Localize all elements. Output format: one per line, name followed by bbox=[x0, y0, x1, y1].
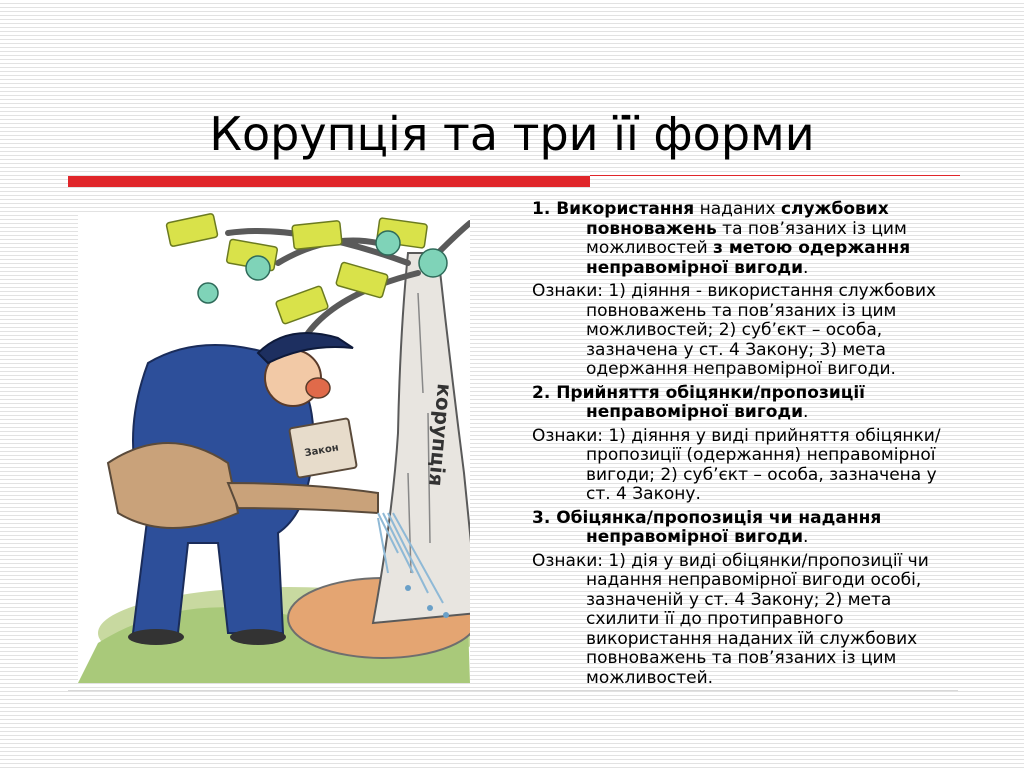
form-1-number: 1. bbox=[532, 199, 557, 219]
form-1-text-3: . bbox=[803, 257, 809, 278]
slide-content bbox=[532, 200, 962, 692]
form-2-bold: 2. Прийняття обіцянки/пропозиції неправомірної вигоди bbox=[532, 382, 865, 422]
form-3-text: . bbox=[803, 527, 809, 547]
form-2 bbox=[532, 384, 962, 423]
form-1-bold-1: Використання bbox=[556, 199, 695, 219]
form-3 bbox=[532, 509, 962, 548]
title-underline-thin bbox=[590, 175, 960, 176]
signs-3: Ознаки: 1) дія у виді обіцянки/пропозиції чи надання неправомірної вигоди особі, зазначеній у ст. 4 Закону; 2) мета схилити її до протиправного використання наданих їй службових повноважень та пов’язаних із цим можливостей. bbox=[532, 550, 929, 688]
form-2-text: . bbox=[803, 402, 809, 422]
form-1 bbox=[532, 200, 962, 278]
slide-title: Корупція та три її форми bbox=[209, 107, 815, 161]
flower bbox=[198, 283, 218, 303]
water-drop bbox=[443, 612, 449, 618]
cartoon-illustration bbox=[78, 213, 470, 683]
money-leaf bbox=[336, 262, 389, 298]
flower bbox=[376, 231, 400, 255]
flower bbox=[246, 256, 270, 280]
form-1-text-1: наданих bbox=[694, 199, 781, 219]
official-nose bbox=[306, 378, 330, 398]
trunk-label: корупція bbox=[424, 382, 457, 488]
bottom-divider bbox=[68, 690, 958, 691]
cartoon-official-watering-tree-icon bbox=[78, 213, 470, 683]
form-1-bold-3: з метою одержання неправомірної вигоди bbox=[586, 238, 911, 278]
title-underline-red bbox=[68, 176, 590, 187]
water-drop bbox=[427, 605, 433, 611]
form-1-bold-2: службових повноважень bbox=[586, 199, 889, 239]
form-1-text-2: та пов’язаних із цим можливостей bbox=[586, 218, 907, 258]
watering-can-spout bbox=[228, 483, 378, 513]
law-book-label: Закон bbox=[303, 442, 340, 460]
signs-2: Ознаки: 1) діяння у виді прийняття обіцянки/пропозиції (одержання) неправомірної вигоди; 2) суб’єкт – особа, зазначена у ст. 4 Закону. bbox=[532, 425, 941, 504]
form-3-bold: 3. Обіцянка/пропозиція чи надання неправомірної вигоди bbox=[532, 507, 882, 547]
money-leaf bbox=[292, 221, 342, 250]
signs-1: Ознаки: 1) діяння - використання службових повноважень та пов’язаних із цим можливостей; 2) суб’єкт – особа, зазначена у ст. 4 Закону; 3) мета одержання неправомірної вигоди. bbox=[532, 281, 937, 379]
money-leaf bbox=[166, 213, 218, 246]
official-shoe bbox=[128, 629, 184, 645]
water-drop bbox=[405, 585, 411, 591]
official-shoe bbox=[230, 629, 286, 645]
flower bbox=[419, 249, 447, 277]
